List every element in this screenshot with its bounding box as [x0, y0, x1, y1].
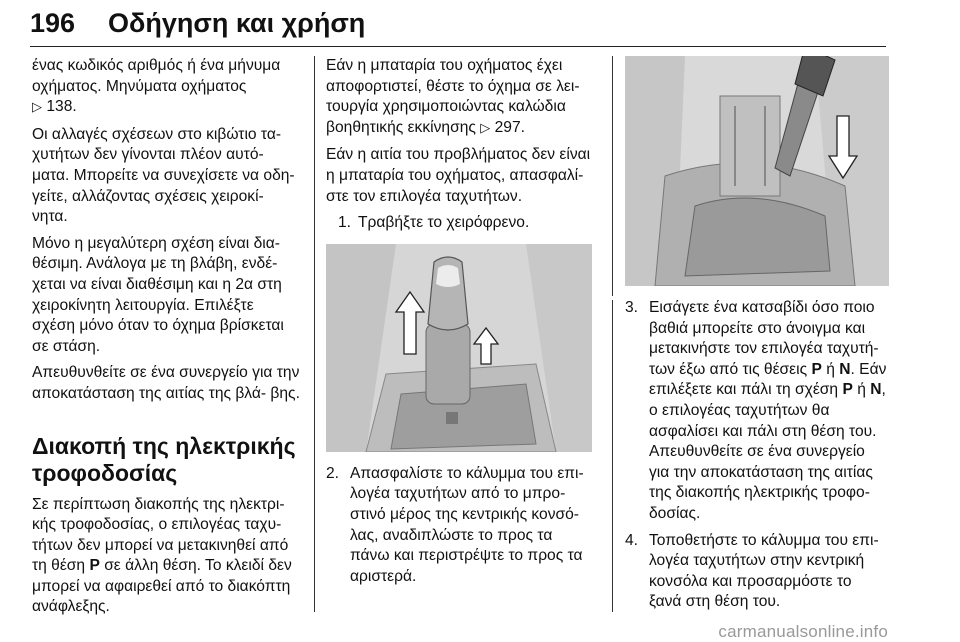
column-right	[625, 56, 887, 619]
gear-position-n: N	[870, 381, 882, 399]
paragraph-battery: Εάν η μπαταρία του οχήματος έχει αποφορτιστεί, θέστε το όχημα σε λει- τουργία χρησιμοποιώντας καλώδια βοηθητικής εκκίνησης ▷ 297.	[326, 57, 580, 136]
paragraph-workshop: Απευθυνθείτε σε ένα συνεργείο για την αποκατάσταση της αιτίας της βλά- βης.	[32, 364, 300, 402]
column-left	[32, 56, 300, 624]
screwdriver-illustration	[625, 56, 889, 286]
gear-mechanism	[720, 96, 780, 196]
page-title: Οδήγηση και χρήση	[108, 8, 366, 38]
paragraph-vehicle-message: ένας κωδικός αριθμός ή ένα μήνυμα οχήματος. Μηνύματα οχήματος ▷ 138.	[32, 57, 281, 116]
column-divider-2	[612, 56, 613, 296]
section-heading: Διακοπή της ηλεκτρικής τροφοδοσίας	[32, 432, 296, 486]
page-reference[interactable]: 297.	[494, 118, 525, 136]
gear-position-p: P	[89, 557, 100, 575]
gear-position-n: N	[839, 360, 851, 378]
paragraph-power-interruption: Σε περίπτωση διακοπής της ηλεκτρι- κής τροφοδοσίας, ο επιλογέας ταχυ- τήτων δεν μπορεί να μετακινηθεί από τη θέση P σε άλλη θέση. Το κλειδί δεν μπορεί να αφαιρεθεί από το διακόπτη ανάφλεξης.	[32, 495, 292, 616]
column-divider-1	[314, 56, 315, 612]
page-number: 196	[30, 8, 76, 38]
watermark: carmanualsonline.info	[718, 622, 888, 641]
gear-position-p: P	[811, 360, 822, 378]
page-reference-icon: ▷	[480, 120, 491, 136]
gear-lever-illustration	[326, 244, 592, 452]
page-header	[30, 4, 886, 47]
housing-cavity	[685, 198, 830, 276]
column-divider-2b	[612, 300, 613, 612]
step-4: 4. Τοποθετήστε το κάλυμμα του επι- λογέα ταχυτήτων στην κεντρική κονσόλα και προσαρμόστε το ξανά στη θέση του.	[625, 531, 879, 611]
knob-highlight	[436, 265, 460, 287]
lever-boot	[426, 324, 470, 404]
paragraph-gear-changes: Οι αλλαγές σχέσεων στο κιβώτιο τα- χυτήτων δεν γίνονται πλέον αυτό- ματα. Μπορείτε να συνεχίσετε να οδη- γείτε, αλλάζοντας σχέσεις χειροκί- νητα.	[32, 125, 295, 226]
gate-slot	[446, 412, 458, 424]
paragraph-highest-gear: Μόνο η μεγαλύτερη σχέση είναι δια- θέσιμη. Ανάλογα με τη βλάβη, ενδέ- χεται να είναι διαθέσιμη και η 2α στη χειροκίνητη λειτουργία. Επιλέξτε σχέση μόνο όταν το όχημα βρίσκεται σε στάση.	[32, 234, 284, 355]
page-reference[interactable]: 138.	[46, 98, 77, 116]
step-3: 3. Εισάγετε ένα κατσαβίδι όσο ποιο βαθιά μπορείτε στο άνοιγμα και μετακινήστε τον επιλογέα ταχυτή- των έξω από τις θέσεις P ή N. Εάν επιλέξετε και πάλι τη σχέση P ή N, ο επιλογέας ταχυτήτων θα ασφαλίσει και πάλι στη θέση του. Απευθυνθείτε σε ένα συνεργείο για την αποκατάσταση της αιτίας της διακοπής ηλεκτρικής τροφο- δοσίας.	[625, 299, 887, 522]
step-1: 1. Τραβήξτε το χειρόφρενο.	[338, 214, 530, 232]
gear-position-p: P	[842, 381, 853, 399]
paragraph-unlock-selector: Εάν η αιτία του προβλήματος δεν είναι η μπαταρία του οχήματος, απασφαλί- στε τον επιλογέα ταχυτήτων.	[326, 146, 591, 205]
page-reference-icon: ▷	[32, 100, 42, 116]
step-2: 2. Απασφαλίστε το κάλυμμα του επι- λογέα ταχυτήτων από το μπρο- στινό μέρος της κεντρικής κονσό- λας, αναδιπλώστε το προς τα πάνω και περιστρέψτε το προς τα αριστερά.	[326, 464, 584, 585]
column-middle	[326, 56, 596, 593]
